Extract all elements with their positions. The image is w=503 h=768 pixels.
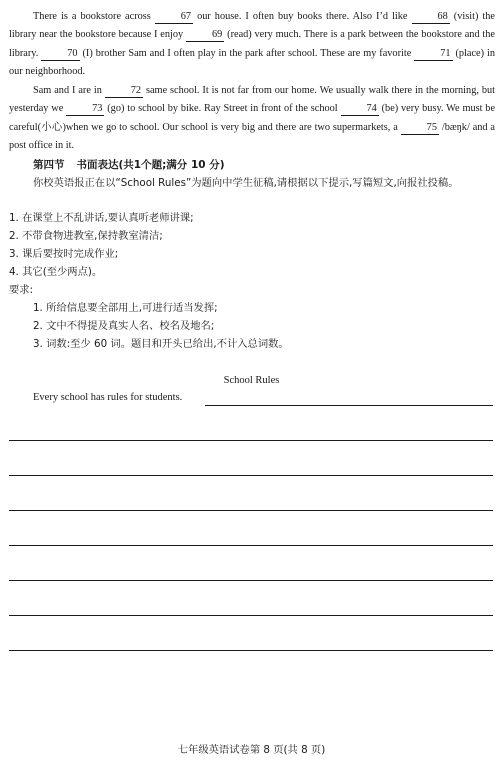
essay-opening-sentence: Every school has rules for students. xyxy=(33,392,183,403)
hint-4: 4. 其它(至少两点)。 xyxy=(9,266,103,278)
answer-line-2[interactable] xyxy=(9,440,493,441)
passage-paragraph-1 xyxy=(9,8,495,82)
blank-72[interactable]: 72 xyxy=(105,85,143,98)
section-heading xyxy=(33,157,237,172)
hint-1: 1. 在课堂上不乱讲话,要认真听老师讲课; xyxy=(9,212,194,224)
writing-prompt-intro: 你校英语报正在以“School Rules”为题向中学生征稿,请根据以下提示,写篇短文,向报社投稿。 xyxy=(33,177,459,189)
blank-69[interactable]: 69 xyxy=(186,29,224,42)
answer-line-1[interactable] xyxy=(205,405,493,406)
blank-68[interactable]: 68 xyxy=(412,11,450,24)
passage-text: There is a bookstore across xyxy=(33,11,155,22)
passage-text: Sam and I are in xyxy=(33,85,105,96)
passage-text: (visit) the library near the bookstore because I enjoy xyxy=(9,11,495,41)
section-title: 书面表达(共1个题;满分 10 分) xyxy=(76,159,225,171)
passage-text: our house. I often buy books there. Also I’d like xyxy=(193,11,412,22)
hint-2: 2. 不带食物进教室,保持教室清洁; xyxy=(9,230,163,242)
blank-70[interactable]: 70 xyxy=(41,48,79,61)
passage-text: /bæŋk/ and a post office in it. xyxy=(9,121,496,152)
blank-74[interactable]: 74 xyxy=(341,103,379,116)
requirements-label: 要求: xyxy=(9,284,34,296)
answer-line-5[interactable] xyxy=(9,545,493,546)
requirement-1: 1. 所给信息要全部用上,可进行适当发挥; xyxy=(33,302,218,314)
blank-73[interactable]: 73 xyxy=(66,103,104,116)
section-number: 第四节 xyxy=(33,159,65,171)
passage-text: (read) very much. There is a park between the bookstore and the library. xyxy=(9,29,496,59)
passage-text: (be) very busy. We must be careful(小心)when we go to school. Our school is very big and there are two supermarkets, a xyxy=(9,103,496,133)
passage-text: same school. It is not far from our home. We usually walk there in the morning, but yesterday we xyxy=(9,85,495,115)
passage-text: (I) brother Sam and I often play in the park after school. These are my favorite xyxy=(79,47,415,59)
page-footer: 七年级英语试卷第 8 页(共 8 页) xyxy=(177,744,326,756)
essay-title: School Rules xyxy=(223,375,280,386)
blank-75[interactable]: 75 xyxy=(401,122,439,135)
answer-line-6[interactable] xyxy=(9,580,493,581)
answer-line-8[interactable] xyxy=(9,650,493,651)
hint-3: 3. 课后要按时完成作业; xyxy=(9,248,119,260)
blank-71[interactable]: 71 xyxy=(414,48,452,61)
answer-line-3[interactable] xyxy=(9,475,493,476)
requirement-3: 3. 词数:至少 60 词。题目和开头已给出,不计入总词数。 xyxy=(33,338,289,350)
answer-line-4[interactable] xyxy=(9,510,493,511)
passage-paragraph-2 xyxy=(9,82,495,156)
passage-text: (place) in our neighborhood. xyxy=(9,47,495,78)
blank-67[interactable]: 67 xyxy=(155,11,193,24)
requirement-2: 2. 文中不得提及真实人名、校名及地名; xyxy=(33,320,215,332)
answer-line-7[interactable] xyxy=(9,615,493,616)
passage-text: (go) to school by bike. Ray Street in front of the school xyxy=(104,103,341,115)
